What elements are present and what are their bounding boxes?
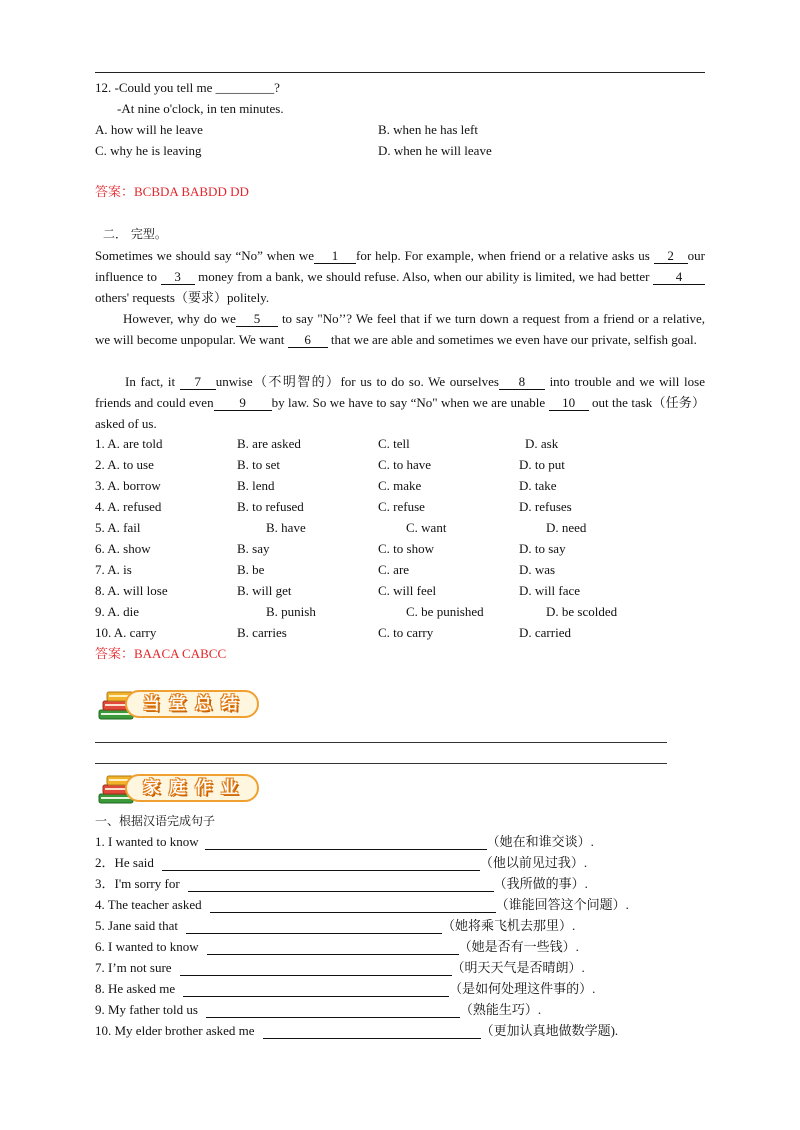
q12-option-b: B. when he has left [378, 122, 479, 137]
answer-blank[interactable] [186, 919, 442, 934]
option-8d: D. will face [519, 583, 581, 598]
option-9d: D. be scolded [546, 604, 618, 619]
blank-9[interactable]: 9 [214, 396, 272, 411]
option-4b: B. to refused [237, 499, 304, 514]
option-10c: C. to carry [378, 625, 434, 640]
blank-1[interactable]: 1 [314, 249, 356, 264]
option-2b: B. to set [237, 457, 280, 472]
top-rule [95, 72, 705, 73]
homework-item-9: 9. My father told us （熟能生巧）. [95, 1002, 542, 1017]
option-10b: B. carries [237, 625, 287, 640]
option-1d: D. ask [525, 436, 559, 451]
answer-key-2: 答案：BAACA CABCC [95, 646, 227, 661]
section2-heading: 二． 完型。 [103, 227, 167, 241]
q12-option-a: A. how will he leave [95, 122, 203, 137]
q12-option-c: C. why he is leaving [95, 143, 202, 158]
summary-banner-title: 当堂总结 [143, 694, 247, 714]
option-6c: C. to show [378, 541, 434, 556]
option-6d: D. to say [519, 541, 566, 556]
homework-item-5: 5. Jane said that （她将乘飞机去那里）. [95, 918, 576, 933]
option-10d: D. carried [519, 625, 571, 640]
answer-blank[interactable] [210, 898, 496, 913]
option-4c: C. refuse [378, 499, 425, 514]
option-8a: 8. A. will lose [95, 583, 168, 598]
option-4a: 4. A. refused [95, 499, 162, 514]
answer-blank[interactable] [188, 877, 494, 892]
homework-item-10: 10. My elder brother asked me （更加认真地做数学题). [95, 1023, 619, 1038]
option-5d: D. need [546, 520, 587, 535]
option-1c: C. tell [378, 436, 410, 451]
option-6b: B. say [237, 541, 270, 556]
option-3b: B. lend [237, 478, 275, 493]
homework-item-7: 7. I’m not sure （明天天气是否晴朗）. [95, 960, 585, 975]
answer-blank[interactable] [263, 1024, 481, 1039]
answer-blank[interactable] [205, 835, 487, 850]
option-9b: B. punish [266, 604, 316, 619]
homework-item-2: 2．He said （他以前见过我）. [95, 855, 588, 870]
option-6a: 6. A. show [95, 541, 151, 556]
homework-item-3: 3．I'm sorry for （我所做的事）. [95, 876, 588, 891]
option-5c: C. want [406, 520, 447, 535]
answer-key-1: 答案：BCBDA BABDD DD [95, 184, 249, 199]
homework-item-4: 4. The teacher asked （谁能回答这个问题）. [95, 897, 629, 912]
option-9c: C. be punished [406, 604, 484, 619]
option-2a: 2. A. to use [95, 457, 154, 472]
blank-10[interactable]: 10 [549, 396, 589, 411]
blank-7[interactable]: 7 [180, 375, 216, 390]
option-5a: 5. A. fail [95, 520, 141, 535]
option-7d: D. was [519, 562, 556, 577]
option-2d: D. to put [519, 457, 565, 472]
homework-banner [95, 768, 260, 808]
cloze-paragraph-2: However, why do we5 to say "No’’? We feel that if we turn down a request from a friend or a relative, we will become unpopular. We want 6 that we are able and sometimes we even have our private, selfish goal. [95, 311, 705, 347]
homework-item-6: 6. I wanted to know （她是否有一些钱）. [95, 939, 579, 954]
answer-blank[interactable] [206, 1003, 460, 1018]
option-1a: 1. A. are told [95, 436, 163, 451]
blank-4[interactable]: 4 [653, 270, 705, 285]
cloze-paragraph-1: Sometimes we should say “No” when we1for help. For example, when friend or a relative asks us 2our influence to 3 money from a bank, we should refuse. Also, when our ability is limited, we had better 4others' requests（要求）politely. [95, 248, 705, 305]
answer-blank[interactable] [162, 856, 480, 871]
blank-8[interactable]: 8 [499, 375, 545, 390]
option-3a: 3. A. borrow [95, 478, 161, 493]
option-8b: B. will get [237, 583, 292, 598]
q12-option-d: D. when he will leave [378, 143, 492, 158]
option-7a: 7. A. is [95, 562, 132, 577]
summary-line-1[interactable] [95, 742, 667, 743]
homework-banner-title: 家庭作业 [143, 778, 247, 798]
option-7c: C. are [378, 562, 410, 577]
option-4d: D. refuses [519, 499, 572, 514]
homework-heading: 一、根据汉语完成句子 [95, 814, 216, 828]
option-1b: B. are asked [237, 436, 301, 451]
option-8c: C. will feel [378, 583, 437, 598]
answer-blank[interactable] [180, 961, 452, 976]
summary-banner [95, 684, 260, 724]
homework-item-1: 1. I wanted to know （她在和谁交谈）. [95, 834, 594, 849]
blank-3[interactable]: 3 [161, 270, 195, 285]
homework-item-8: 8. He asked me （是如何处理这件事的）. [95, 981, 596, 996]
option-9a: 9. A. die [95, 604, 140, 619]
blank-2[interactable]: 2 [654, 249, 688, 264]
blank-5[interactable]: 5 [236, 312, 278, 327]
cloze-paragraph-3: In fact, it 7unwise（不明智的）for us to do so. We ourselves8 into trouble and we will lose friends and could even9by law. So we have to say “No" when we are unable 10 out the task（任务）asked of us. [95, 374, 705, 431]
option-3d: D. take [519, 478, 557, 493]
blank-6[interactable]: 6 [288, 333, 328, 348]
option-10a: 10. A. carry [95, 625, 157, 640]
option-2c: C. to have [378, 457, 432, 472]
answer-blank[interactable] [207, 940, 459, 955]
option-7b: B. be [237, 562, 265, 577]
summary-line-2[interactable] [95, 763, 667, 764]
q12-reply: -At nine o'clock, in ten minutes. [117, 101, 284, 116]
answer-blank[interactable] [183, 982, 449, 997]
q12-stem: 12. -Could you tell me _________? [95, 80, 280, 95]
option-3c: C. make [378, 478, 422, 493]
option-5b: B. have [266, 520, 306, 535]
